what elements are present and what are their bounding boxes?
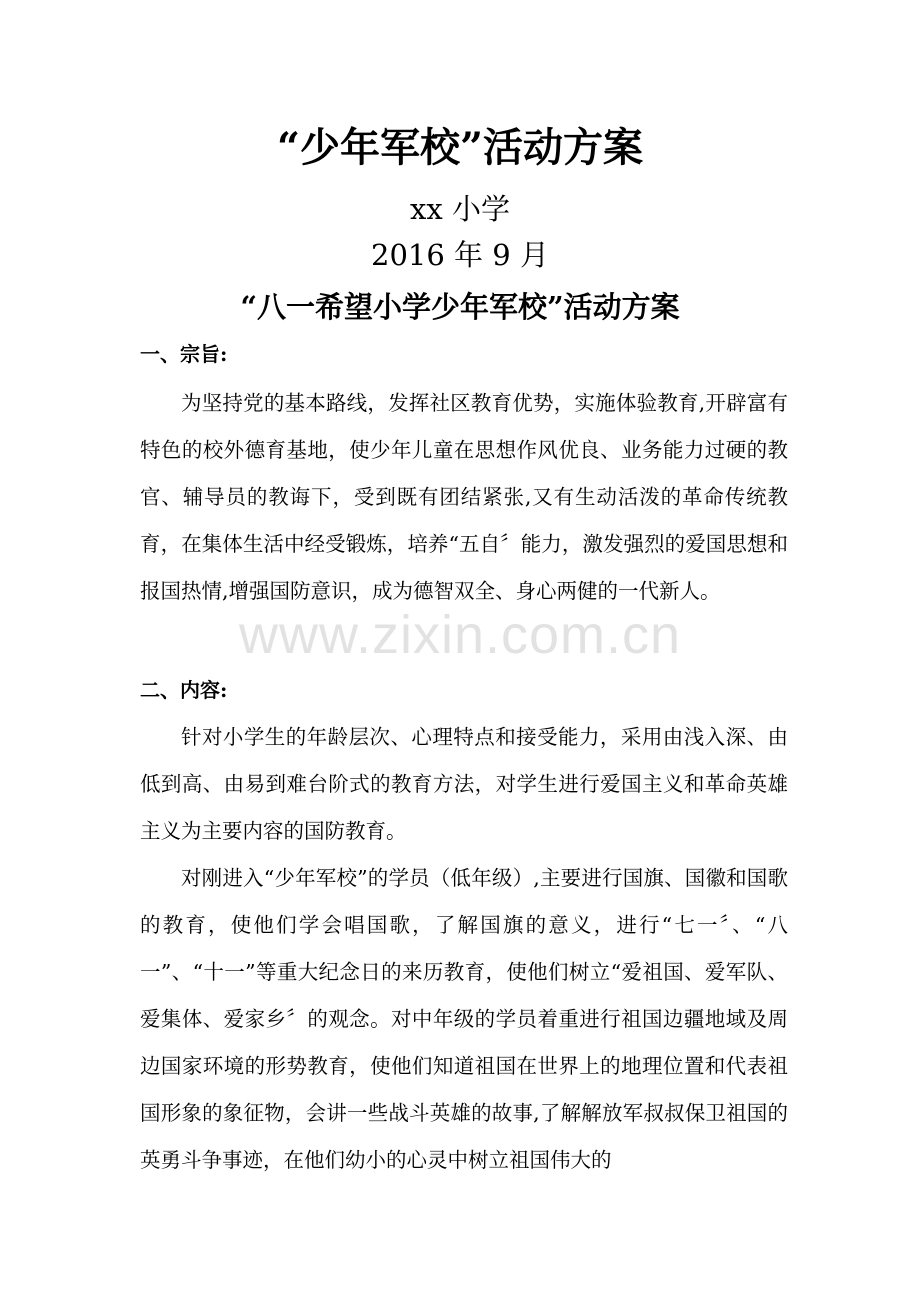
section-heading-content: 二、内容: (140, 678, 228, 702)
document-date: 2016 年 9 月 (371, 238, 549, 272)
document-subtitle: “八一希望小学少年军校”活动方案 (240, 290, 680, 324)
watermark: www.zixin.com.cn (238, 605, 682, 665)
content-paragraph-2: 对刚进入“少年军校”的学员（低年级）,主要进行国旗、国徽和国歌的教育，使他们学会唱国歌，了解国旗的意义，进行“七一〞、“八一”、“十一”等重大纪念日的来历教育，使他们树立“爱祖国、爱军队、爱集体、爱家乡〞的观念。对中年级的学员着重进行祖国边疆地域及周边国家环境的形势教育，使他们知道祖国在世界上的地理位置和代表祖国形象的象征物，会讲一些战斗英雄的故事,了解解放军叔叔保卫祖国的英勇斗争事迹，在他们幼小的心灵中树立祖国伟大的 (140, 866, 788, 1172)
document-title: “少年军校”活动方案 (276, 124, 643, 171)
content-paragraph-1: 针对小学生的年龄层次、心理特点和接受能力，采用由浅入深、由低到高、由易到难台阶式的教育方法，对学生进行爱国主义和革命英雄主义为主要内容的国防教育。 (140, 725, 788, 843)
school-name: xx 小学 (410, 192, 510, 226)
section-heading-purpose: 一、宗旨: (140, 342, 228, 366)
purpose-paragraph: 为坚持党的基本路线，发挥社区教育优势，实施体验教育,开辟富有特色的校外德育基地，使少年儿童在思想作风优良、业务能力过硬的教官、辅导员的教诲下，受到既有团结紧张,又有生动活泼的革命传统教育，在集体生活中经受锻炼，培养“五自〞能力，激发强烈的爱国思想和报国热情,增强国防意识，成为德智双全、身心两健的一代新人。 (140, 391, 788, 603)
